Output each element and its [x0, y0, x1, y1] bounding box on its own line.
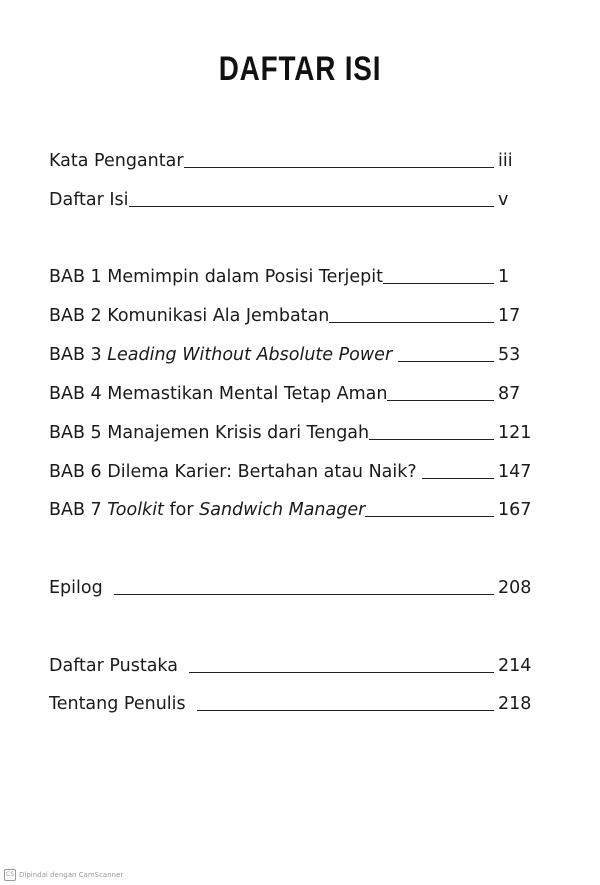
toc-entry-page: 121	[498, 423, 532, 443]
toc-entry-label: Daftar Isi	[49, 190, 129, 210]
toc-entry-page: v	[498, 190, 509, 210]
toc-entry-label-mid: for	[163, 500, 200, 520]
toc-entry-kata-pengantar	[49, 146, 534, 172]
toc-entry-page: 53	[498, 345, 521, 365]
toc-entry-bab-7	[49, 495, 534, 521]
toc-entry-label-prefix: BAB 7	[49, 500, 108, 520]
toc-leader-line	[365, 516, 494, 517]
toc-entry-label: BAB 5 Manajemen Krisis dari Tengah	[49, 423, 370, 443]
toc-entry-label	[49, 344, 398, 366]
toc-entry-label-text: BAB 6 Dilema Karier: Bertahan atau Naik?	[49, 462, 417, 482]
toc-entry-bab-5	[49, 418, 534, 444]
toc-entry-label-text: Tentang Penulis	[49, 694, 186, 714]
toc-entry-label-italic2: Sandwich Manager	[199, 500, 366, 520]
toc-entry-label	[49, 577, 114, 599]
toc-entry-page: 87	[498, 384, 521, 404]
camscanner-logo-icon: CS	[4, 869, 16, 881]
toc-leader-line	[383, 283, 494, 284]
toc-entry-page: 218	[498, 694, 532, 714]
toc-entry-bab-2	[49, 301, 534, 327]
toc-entry-tentang-penulis	[49, 689, 534, 715]
page-title: DAFTAR ISI	[218, 50, 382, 88]
toc-leader-line	[114, 594, 494, 595]
toc-entry-page: 17	[498, 306, 521, 326]
toc-entry-label	[49, 655, 189, 677]
toc-leader-line	[129, 206, 494, 207]
toc-leader-line	[329, 322, 494, 323]
toc-entry-bab-1	[49, 262, 534, 288]
toc-entry-label: Kata Pengantar	[49, 151, 184, 171]
toc-entry-label: BAB 2 Komunikasi Ala Jembatan	[49, 306, 330, 326]
toc-entry-label-text: Daftar Pustaka	[49, 656, 178, 676]
toc-entry-label	[49, 693, 197, 715]
scanner-watermark	[4, 869, 123, 881]
toc-leader-line	[197, 710, 494, 711]
toc-entry-epilog	[49, 573, 534, 599]
scanner-watermark-text: Dipindai dengan CamScanner	[19, 871, 124, 879]
toc-entry-page: 214	[498, 656, 532, 676]
toc-entry-page: 208	[498, 578, 532, 598]
toc-entry-page: 1	[498, 267, 510, 287]
toc-entry-label-italic: Toolkit	[107, 500, 164, 520]
toc-entry-daftar-pustaka	[49, 651, 534, 677]
table-of-contents	[49, 0, 534, 885]
toc-leader-line	[369, 439, 494, 440]
toc-leader-line	[189, 672, 494, 673]
toc-entry-bab-4	[49, 379, 534, 405]
toc-entry-bab-3	[49, 340, 534, 366]
toc-entry-bab-6	[49, 457, 534, 483]
toc-entry-daftar-isi	[49, 185, 534, 211]
toc-leader-line	[422, 478, 494, 479]
toc-entry-label	[49, 461, 422, 483]
toc-entry-label: BAB 1 Memimpin dalam Posisi Terjepit	[49, 267, 384, 287]
toc-entry-label	[49, 499, 365, 521]
toc-entry-label: BAB 4 Memastikan Mental Tetap Aman	[49, 384, 388, 404]
toc-entry-label-italic: Leading Without Absolute Power	[107, 345, 393, 365]
toc-entry-label-text: Epilog	[49, 578, 103, 598]
toc-entry-page: 147	[498, 462, 532, 482]
toc-leader-line	[184, 167, 494, 168]
toc-leader-line	[387, 400, 494, 401]
toc-entry-page: 167	[498, 500, 532, 520]
toc-entry-page: iii	[498, 151, 513, 171]
toc-entry-label-prefix: BAB 3	[49, 345, 108, 365]
toc-leader-line	[398, 361, 494, 362]
